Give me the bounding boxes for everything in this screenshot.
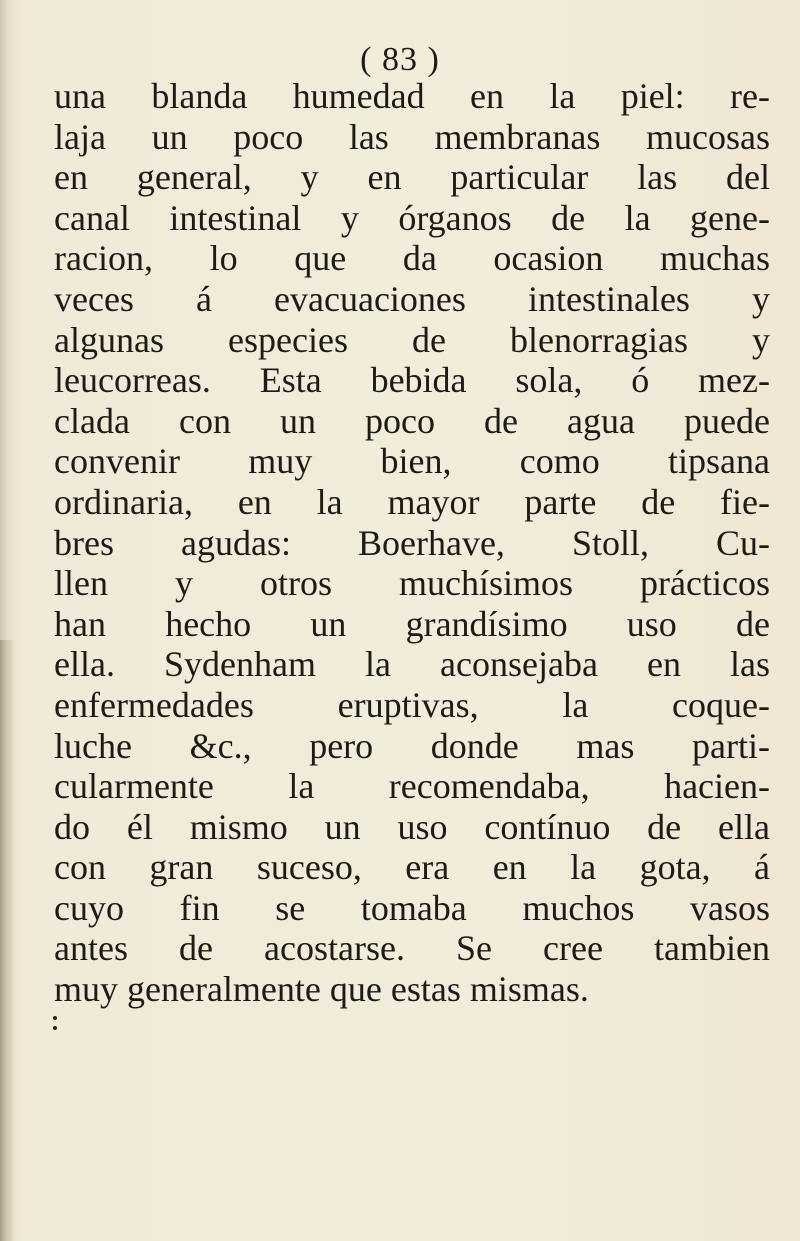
text-line: luche &c., pero donde mas parti- <box>54 725 770 766</box>
text-line: bres agudas: Boerhave, Stoll, Cu- <box>54 522 770 563</box>
text-line: canal intestinal y órganos de la gene- <box>54 197 770 238</box>
text-line: muy generalmente que estas mismas. <box>54 969 589 1010</box>
text-line: una blanda humedad en la piel: re- <box>54 76 770 116</box>
text-line: enfermedades eruptivas, la coque- <box>54 684 770 725</box>
text-line: racion, lo que da ocasion muchas <box>54 238 770 279</box>
text-line: ordinaria, en la mayor parte de fie- <box>54 481 770 522</box>
text-line: convenir muy bien, como tipsana <box>54 441 770 482</box>
page-gutter-shadow <box>0 640 14 1241</box>
page-number: ( 83 ) <box>360 41 440 78</box>
text-line: ella. Sydenham la aconsejaba en las <box>54 644 770 685</box>
text-line: cularmente la recomendaba, hacien- <box>54 766 770 807</box>
body-text <box>54 76 770 1010</box>
text-line: cuyo fin se tomaba muchos vasos <box>54 887 770 928</box>
text-line: laja un poco las membranas mucosas <box>54 116 770 157</box>
ink-dot <box>53 1016 57 1020</box>
text-line: llen y otros muchísimos prácticos <box>54 563 770 604</box>
text-line: do él mismo un uso contínuo de ella <box>54 806 770 847</box>
text-line: en general, y en particular las del <box>54 157 770 198</box>
text-line: veces á evacuaciones intestinales y <box>54 278 770 319</box>
ink-dot <box>53 1026 57 1030</box>
text-line: con gran suceso, era en la gota, á <box>54 847 770 888</box>
text-line: clada con un poco de agua puede <box>54 400 770 441</box>
text-line: antes de acostarse. Se cree tambien <box>54 928 770 969</box>
text-line: leucorreas. Esta bebida sola, ó mez- <box>54 360 770 401</box>
text-line: algunas especies de blenorragias y <box>54 319 770 360</box>
text-line: han hecho un grandísimo uso de <box>54 603 770 644</box>
